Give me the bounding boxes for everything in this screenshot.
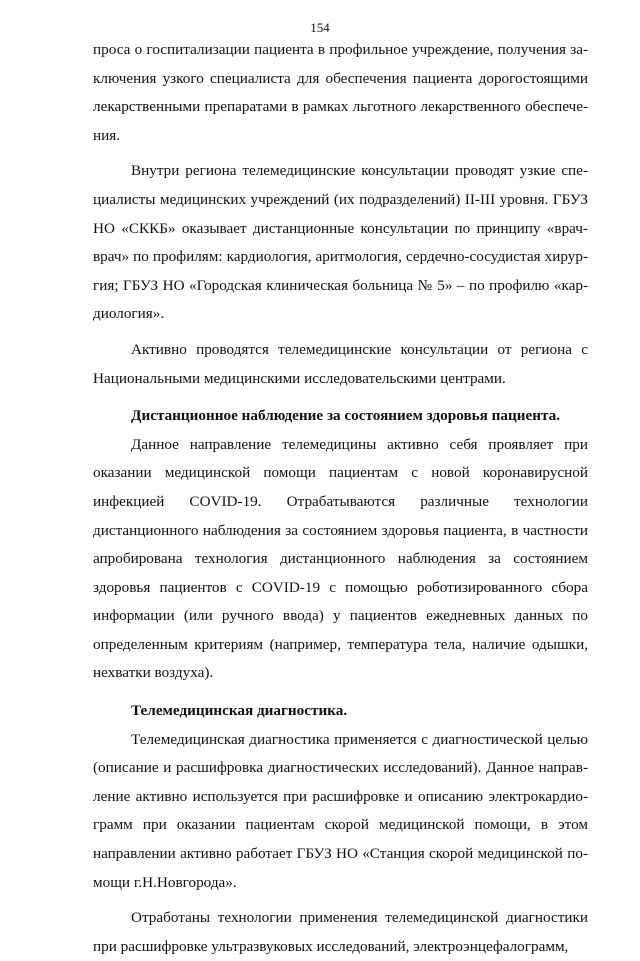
page-number: 154 [310,20,330,35]
paragraph-national-centers: Активно проводятся телемедицинские консультации от региона с Национальными медицинскими исследовательскими центрами. [93,340,588,387]
document-body [93,36,588,961]
heading-telemedicine-diagnostics: Телемедицинская диагностика. [131,702,348,720]
paragraph-remote-monitoring: Данное направление телемедицины активно себя проявляет при оказании медицинской помощи пациентам с новой коронавирусной инфекцией COVID-19. Отрабатываются различные технологии дистанционного наблюдения за состоянием здоровья пациента, в частности апробирована технология дистанционного наблюдения за состоянием здоровья пациентов с COVID-19 с помощью роботизированного сбора информации (или ручного ввода) у пациентов ежедневных данных по определенным критериям (например, температура тела, наличие одышки, нехватки воздуха). [93,435,588,682]
paragraph-regional-consultations: Внутри региона телемедицинские консультации проводят узкие специалисты медицинских учреждений (их подразделений) II-III уровня. ГБУЗ НО «СККБ» оказывает дистанционные консультации по принципу «врач-врач» по профилям: кардиология, аритмология, сердечно-сосудистая хирургия; ГБУЗ НО «Городская клиническая больница № 5» – по профилю «кардиология». [93,162,588,323]
paragraph-telemedicine-diagnostics: Телемедицинская диагностика применяется с диагностической целью (описание и расшифровка диагностических исследований). Данное направление активно используется при расшифровке и описанию электрокардиограмм при оказании пациентам скорой медицинской помощи, в этом направлении активно работает ГБУЗ НО «Станция скорой медицинской помощи г.Н.Новгорода». [93,730,588,891]
heading-remote-monitoring: Дистанционное наблюдение за состоянием здоровья пациента. [131,407,561,425]
paragraph-continuation: проса о госпитализации пациента в профильное учреждение, получения заключения узкого специалиста для обеспечения пациента дорогостоящими лекарственными препаратами в рамках льготного лекарственного обеспечения. [93,41,588,144]
paragraph-diagnostics-technologies: Отработаны технологии применения телемедицинской диагностики при расшифровке ультразвуковых исследований, электроэнцефалограмм, [93,909,588,955]
